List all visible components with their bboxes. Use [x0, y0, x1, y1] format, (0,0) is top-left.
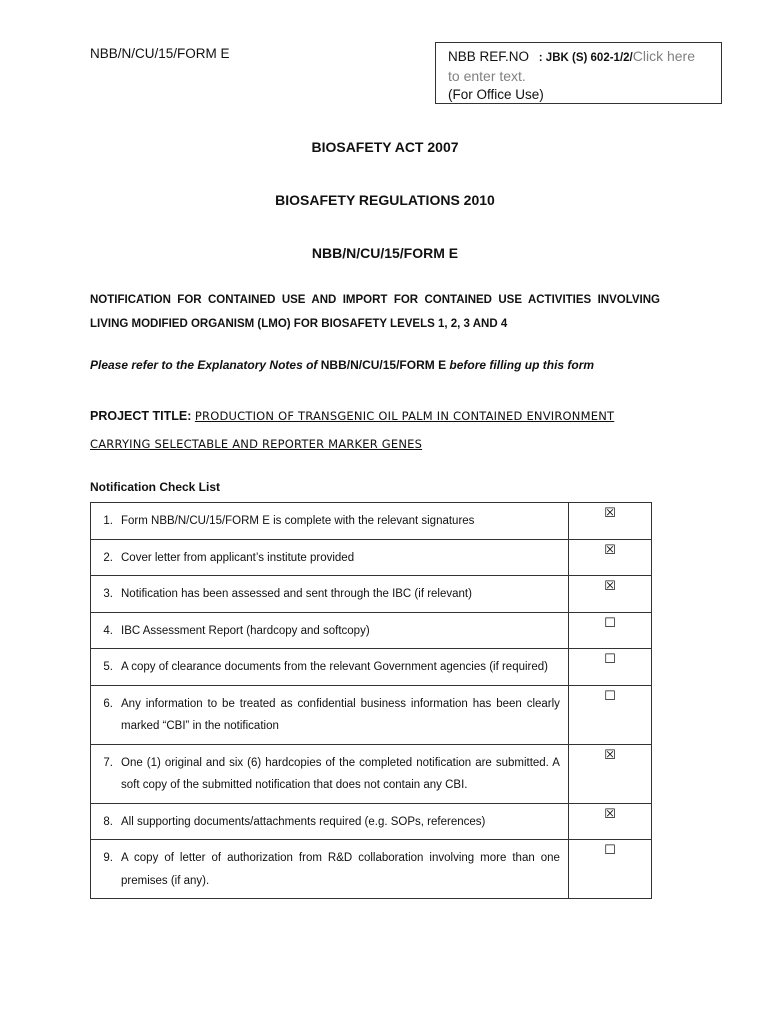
notification-heading: NOTIFICATION FOR CONTAINED USE AND IMPORT FOR CONTAINED USE ACTIVITIES INVOLVING LIVING MODIFIED ORGANISM (LMO) FOR BIOSAFETY LEVELS 1, 2, 3 AND 4 — [90, 294, 660, 330]
checklist-checkbox-cell — [568, 612, 651, 649]
checklist-item-number: 9. — [103, 852, 113, 864]
checklist-item-text: IBC Assessment Report (hardcopy and softcopy) — [121, 624, 370, 637]
refer-code: NBB/N/CU/15/FORM E — [320, 358, 447, 372]
checklist-row — [91, 803, 652, 840]
checklist-item-number: 4. — [103, 624, 113, 637]
checklist-item-number: 2. — [103, 551, 113, 564]
checklist-item-cell — [91, 539, 569, 576]
checklist-row — [91, 539, 652, 576]
unchecked-box-icon[interactable]: ☐ — [604, 615, 616, 631]
checklist-checkbox-cell — [568, 803, 651, 840]
checklist-item-text: Cover letter from applicant’s institute provided — [121, 551, 355, 564]
checklist-row — [91, 612, 652, 649]
checklist-item-number: 8. — [103, 815, 113, 828]
checklist-item-number: 1. — [103, 515, 113, 527]
regulations-title: BIOSAFETY REGULATIONS 2010 — [275, 192, 495, 208]
checklist-item-cell — [91, 803, 569, 840]
checklist-item-text: All supporting documents/attachments required (e.g. SOPs, references) — [121, 815, 486, 828]
form-title: NBB/N/CU/15/FORM E — [311, 245, 459, 261]
checked-box-icon[interactable]: ☒ — [604, 806, 616, 822]
checklist-item-text: One (1) original and six (6) hardcopies of the completed notification are submitted. A soft copy of the submitted notification that does not contain any CBI. — [121, 756, 560, 791]
refer-prefix: Please refer to the Explanatory Notes of — [90, 358, 321, 372]
checklist-item-cell — [91, 840, 569, 899]
office-reference-box — [435, 42, 722, 104]
checked-box-icon[interactable]: ☒ — [604, 579, 616, 594]
checked-box-icon[interactable]: ☒ — [604, 506, 616, 521]
checklist-row — [91, 503, 652, 540]
checklist-item-cell — [91, 612, 569, 649]
checklist-item-text: Form NBB/N/CU/15/FORM E is complete with the relevant signatures — [121, 515, 475, 527]
checklist-item-text: A copy of letter of authorization from R&D collaboration involving more than one premises (if any). — [121, 852, 560, 887]
act-title: BIOSAFETY ACT 2007 — [311, 139, 459, 155]
checklist-item-number: 5. — [103, 661, 113, 673]
checklist-row — [91, 744, 652, 803]
checklist-item-cell — [91, 576, 569, 613]
checklist-item-number: 3. — [103, 588, 113, 600]
checklist-table — [90, 502, 652, 899]
checklist-item-text: A copy of clearance documents from the relevant Government agencies (if required) — [121, 661, 548, 673]
checklist-item-cell — [91, 649, 569, 686]
checklist-item-cell — [91, 685, 569, 744]
ref-input-placeholder[interactable]: Click here to enter text. — [448, 48, 695, 84]
checklist-row — [91, 576, 652, 613]
form-code-header: NBB/N/CU/15/FORM E — [90, 46, 230, 61]
project-label: PROJECT TITLE: — [90, 409, 195, 423]
checklist-item-cell — [91, 503, 569, 540]
ref-note: (For Office Use) — [448, 87, 544, 102]
project-title: PRODUCTION OF TRANSGENIC OIL PALM IN CONTAINED ENVIRONMENT CARRYING SELECTABLE AND REPORTER MARKER GENES — [90, 409, 615, 451]
ref-label: NBB REF.NO — [448, 49, 530, 64]
refer-suffix: before filling up this form — [446, 358, 595, 372]
checklist-item-text: Notification has been assessed and sent through the IBC (if relevant) — [121, 588, 472, 600]
checklist-item-cell — [91, 744, 569, 803]
checklist-checkbox-cell — [568, 576, 651, 613]
checklist-row — [91, 649, 652, 686]
ref-value: : JBK (S) 602-1/2/ — [538, 52, 633, 64]
unchecked-box-icon[interactable]: ☐ — [604, 652, 616, 667]
checked-box-icon[interactable]: ☒ — [604, 747, 616, 763]
project-title-block — [90, 402, 650, 458]
checklist-checkbox-cell — [568, 840, 651, 899]
checklist-row — [91, 685, 652, 744]
checklist-checkbox-cell — [568, 744, 651, 803]
checklist-title: Notification Check List — [90, 480, 221, 494]
unchecked-box-icon[interactable]: ☐ — [604, 843, 616, 858]
checklist-item-text: Any information to be treated as confidential business information has been clearly marked “CBI” in the notification — [121, 697, 560, 732]
refer-note — [90, 358, 594, 372]
unchecked-box-icon[interactable]: ☐ — [604, 688, 616, 704]
checklist-checkbox-cell — [568, 649, 651, 686]
checklist-item-number: 7. — [103, 756, 113, 769]
checklist-checkbox-cell — [568, 503, 651, 540]
checklist-row — [91, 840, 652, 899]
checked-box-icon[interactable]: ☒ — [604, 542, 616, 558]
checklist-item-number: 6. — [103, 697, 113, 710]
checklist-checkbox-cell — [568, 539, 651, 576]
checklist-checkbox-cell — [568, 685, 651, 744]
